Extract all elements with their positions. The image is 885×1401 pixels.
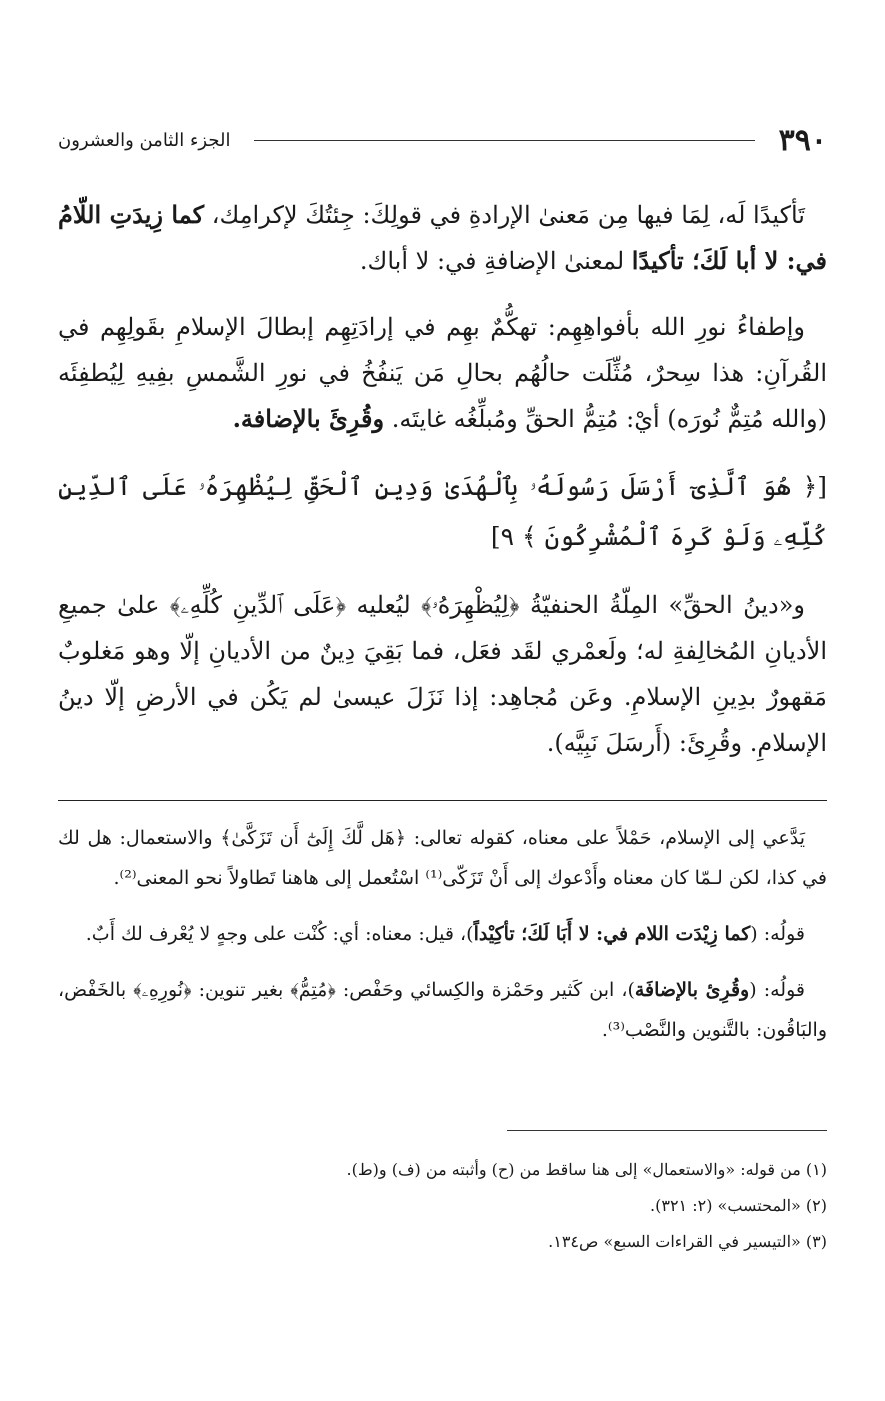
main-paragraph-2 <box>58 304 827 442</box>
commentary-paragraph-2 <box>58 914 827 954</box>
footnotes <box>58 1152 827 1260</box>
text-segment: تَأكيدًا لَه، لِمَا فيها مِن مَعنىٰ الإرادةِ في قولِكَ: جِئتُكَ لإكرامِك، <box>204 201 805 229</box>
text-segment: وإطفاءُ نورِ الله بأفواهِهِم: تهكُّمٌ بهِم في إرادَتِهِم إبطالَ الإسلامِ بقَولِهِم في القُرآنِ: هذا سِحرٌ، مُثِّلَت حالُهُم بحالِ مَن يَنفُخُ في نورِ الشَّمسِ بفِيهِ لِيُطفِئَه (والله مُتِمٌّ نُورَه) أيْ: مُتِمُّ الحقِّ ومُبلِّغُه غايتَه. <box>58 313 827 433</box>
running-title: الجزء الثامن والعشرون <box>58 129 231 151</box>
page-header <box>58 118 827 162</box>
bold-segment: وقُرِئَ بالإضافة. <box>232 404 385 433</box>
footnote-2: (٢) «المحتسب» (٢: ٣٢١). <box>650 1196 827 1215</box>
commentary-separator <box>58 800 827 801</box>
commentary-paragraph-1: يَدَّعي إلى الإسلام، حَمْلاً على معناه، كقوله تعالى: ﴿هَل لَّكَ إِلَىٰٓ أَن تَزَكَّىٰ﴾ والاستعمال: هل لك في كذا، لكن لـمّا كان معناه وأَدْعوك إلى أَنْ تَزَكّى⁽¹⁾ اسْتُعمل إلى هاهنا تَطاولاً نحو المعنى⁽²⁾. <box>58 827 827 889</box>
footnote-3: (٣) «التيسير في القراءات السبع» ص١٣٤. <box>548 1232 827 1251</box>
bold-segment: وقُرِئ بالإضافَة <box>634 979 750 1001</box>
quran-verse: [﴿ هُوَ ٱلَّذِىٓ أَرْسَلَ رَسُولَهُۥ بِٱلْهُدَىٰ وَدِينِ ٱلْحَقِّ لِيُظْهِرَهُۥ عَلَى ٱلدِّينِ كُلِّهِۦ وَلَوْ كَرِهَ ٱلْمُشْرِكُونَ ﴾ ٩] <box>58 472 827 551</box>
text-segment: قولُه: ( <box>750 923 805 945</box>
footnote-separator <box>507 1130 827 1131</box>
commentary-paragraph-3 <box>58 970 827 1050</box>
bold-segment: كما زِيدَتِ اللّامُ في: لا أبا لَكَ؛ تأكيدًا <box>58 200 827 275</box>
main-text <box>58 192 827 786</box>
footnote-1: (١) من قوله: «والاستعمال» إلى هنا ساقط من (ح) وأثبته من (ف) و(ط). <box>346 1160 827 1179</box>
text-segment: )، ابن كَثير وحَمْزة والكِسائي وحَفْص: ﴿مُتِمُّ﴾ بغير تنوين: ﴿نُورِهِۦ﴾ بالخَفْض، والبَاقُون: بالتَّنوين والنَّصْب⁽³⁾. <box>58 979 827 1041</box>
header-rule <box>254 140 754 141</box>
text-segment: )، قيل: معناه: أي: كُنْت على وجهٍ لا يُعْرف لك أَبٌ. <box>85 923 474 945</box>
main-paragraph-1 <box>58 192 827 284</box>
text-segment: لمعنىٰ الإضافةِ في: لا أباك. <box>359 247 632 275</box>
bold-segment: كما زِيْدَت اللام في: لا أَبَا لَكَ؛ تأكِيْداً <box>473 923 751 945</box>
page-number: ٣٩٠ <box>778 122 827 158</box>
main-paragraph-3: و«دينُ الحقِّ» المِلّةُ الحنفيّةُ ﴿لِيُظْهِرَهُۥ﴾ ليُعليه ﴿عَلَى ٱلدِّينِ كُلِّهِۦ﴾ علىٰ جميعِ الأديانِ المُخالِفةِ له؛ ولَعمْري لقَد فعَل، فما بَقِيَ دِينٌ من الأديانِ إلّا وهو مَغلوبٌ مَقهورٌ بدِينِ الإسلامِ. وعَن مُجاهِد: إذا نَزَلَ عيسىٰ لم يَكُن في الأرضِ إلّا دينُ الإسلامِ. وقُرِئَ: (أَرسَلَ نَبِيَّه). <box>58 591 827 757</box>
text-segment: قولُه: ( <box>749 979 805 1001</box>
commentary-text <box>58 818 827 1066</box>
